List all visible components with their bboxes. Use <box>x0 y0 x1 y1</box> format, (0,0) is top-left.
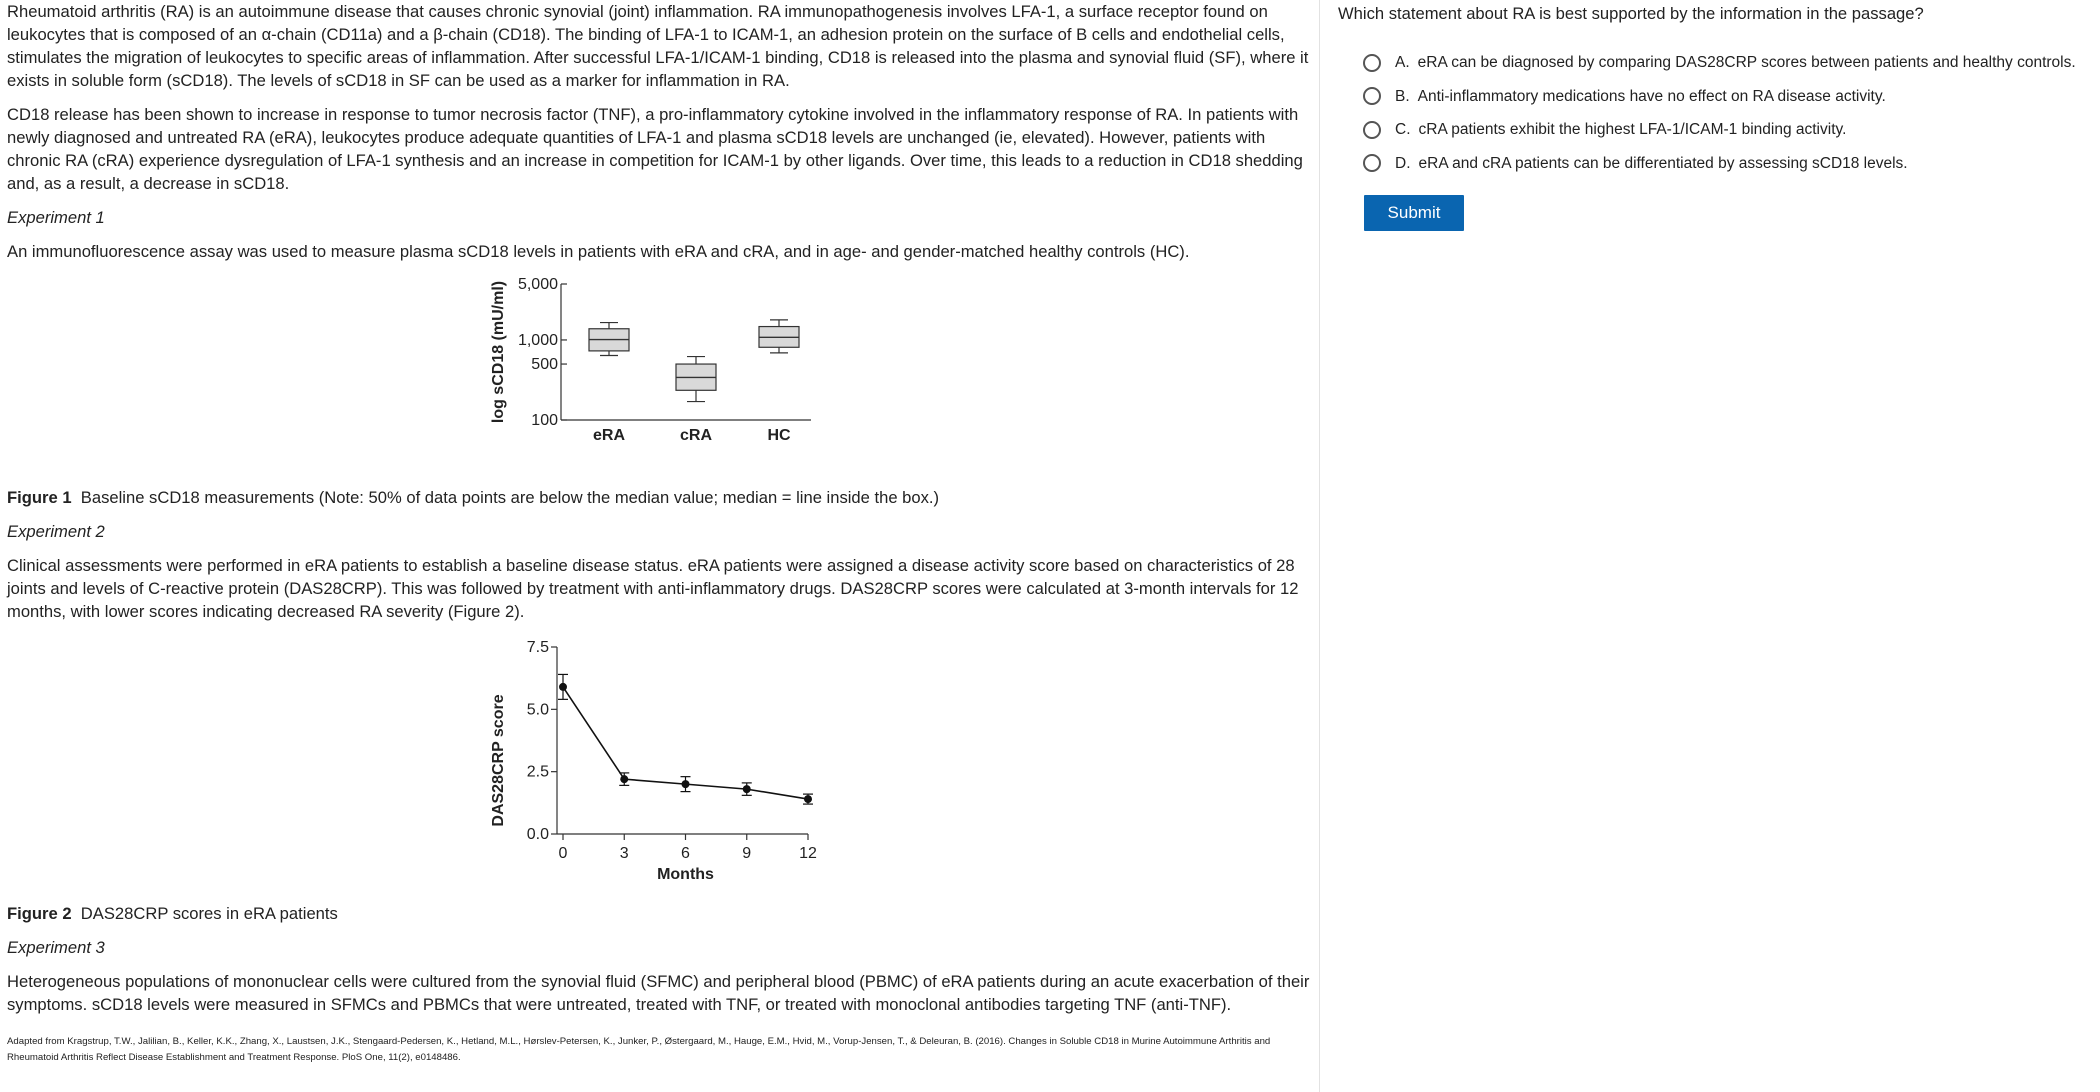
y-tick-label: 500 <box>531 356 558 374</box>
experiment-2-text: Clinical assessments were performed in eRA patients to establish a baseline disease status. eRA patients were assigned a disease activity score based on characteristics of 28 joints and levels of C-reactive protein (DAS28CRP). This was followed by treatment with anti-inflammatory drugs. DAS28CRP scores were calculated at 3-month intervals for 12 months, with lower scores indicating decreased RA severity (Figure 2). <box>7 556 1299 621</box>
experiment-1-title: Experiment 1 <box>7 208 105 227</box>
option-letter-b: B. <box>1395 87 1410 105</box>
option-letter-c: C. <box>1395 121 1411 139</box>
radio-button-b[interactable] <box>1363 87 1381 105</box>
x-tick-label: 3 <box>619 845 629 862</box>
y-tick-label: 7.5 <box>526 639 549 656</box>
data-marker <box>743 785 751 793</box>
figure-2-svg <box>7 634 1007 902</box>
figure-2-label: Figure 2 <box>7 904 72 923</box>
data-marker <box>559 683 567 691</box>
question-stem: Which statement about RA is best supported by the information in the passage? <box>1338 4 1924 23</box>
figure-1-svg <box>7 274 1007 486</box>
answer-option-c[interactable] <box>1363 113 2098 147</box>
x-category-label: eRA <box>592 427 626 444</box>
box-cRA <box>676 357 716 402</box>
figure-2-chart <box>7 634 1311 902</box>
passage-paragraph-1: Rheumatoid arthritis (RA) is an autoimmune disease that causes chronic synovial (joint) inflammation. RA immunopathogenesis involves LFA-1, a surface receptor found on leukocytes that is composed of an α-chain (CD11a) and a β-chain (CD18). The binding of LFA-1 to ICAM-1, an adhesion protein on the surface of B cells and endothelial cells, stimulates the migration of leukocytes to specific areas of inflammation. After successful LFA-1/ICAM-1 binding, CD18 is released into the plasma and synovial fluid (SF), where it exists in soluble form (sCD18). The levels of sCD18 in SF can be used as a marker for inflammation in RA. <box>7 2 1309 90</box>
source-citation <box>7 1034 1311 1066</box>
y-tick-label: 1,000 <box>517 331 558 349</box>
passage-paragraph-2: CD18 release has been shown to increase in response to tumor necrosis factor (TNF), a pro-inflammatory cytokine involved in the inflammatory response of RA. In patients with newly diagnosed and untreated RA (eRA), leukocytes produce adequate quantities of LFA-1 and plasma sCD18 levels are unchanged (ie, elevated). However, patients with chronic RA (cRA) experience dysregulation of LFA-1 synthesis and an increase in competition for ICAM-1 by other ligands. Over time, this leads to a reduction in CD18 shedding and, as a result, a decrease in sCD18. <box>7 105 1303 193</box>
answer-option-d[interactable] <box>1363 147 2098 181</box>
figure-1-caption-text: Baseline sCD18 measurements (Note: 50% of data points are below the median value; median = line inside the box.) <box>80 488 940 507</box>
x-category-label: cRA <box>679 427 713 444</box>
figure-2-caption-text: DAS28CRP scores in eRA patients <box>80 904 338 923</box>
x-tick-label: 6 <box>681 845 690 862</box>
option-letter-a: A. <box>1395 54 1410 72</box>
data-point-12 <box>803 794 813 804</box>
radio-button-d[interactable] <box>1363 154 1381 172</box>
y-tick-label: 5.0 <box>526 701 549 719</box>
x-tick-label: 0 <box>558 845 568 862</box>
x-category-label: HC <box>767 427 791 444</box>
data-point-0 <box>558 674 568 699</box>
answer-option-a[interactable] <box>1363 46 2098 80</box>
question-panel <box>1338 2 2098 231</box>
figure-1-caption <box>7 486 1311 509</box>
radio-button-a[interactable] <box>1363 54 1381 72</box>
source-line-1: Adapted from Kragstrup, T.W., Jalilian, B., Keller, K.K., Zhang, X., Laustsen, J.K., Stengaard-Pedersen, K., Hetland, M.L., Hørslev-Petersen, K., Junker, P., Østergaard, M., Hauge, E.M., Hvid, M., Vorup-Jensen, T., & Deleuran, B. (2016). Changes in Soluble CD18 in Murine Autoimmune Arthritis and <box>7 1036 1271 1047</box>
y-tick-label: 2.5 <box>526 763 549 781</box>
y-axis-title: DAS28CRP score <box>490 694 507 827</box>
y-tick-label: 0.0 <box>526 826 549 843</box>
option-text-b: Anti-inflammatory medications have no effect on RA disease activity. <box>1417 87 1886 105</box>
option-text-d: eRA and cRA patients can be differentiated by assessing sCD18 levels. <box>1418 154 1908 172</box>
box-HC <box>759 320 799 353</box>
option-letter-d: D. <box>1395 154 1411 172</box>
y-axis-title: log sCD18 (mU/ml) <box>490 280 507 424</box>
data-marker <box>804 795 812 803</box>
data-marker <box>620 775 628 783</box>
experiment-1-text: An immunofluorescence assay was used to measure plasma sCD18 levels in patients with eRA and cRA, and in age- and gender-matched healthy controls (HC). <box>7 242 1190 261</box>
experiment-3-text: Heterogeneous populations of mononuclear cells were cultured from the synovial fluid (SFMC) and peripheral blood (PBMC) of eRA patients during an acute exacerbation of their symptoms. sCD18 levels were measured in SFMCs and PBMCs that were untreated, treated with TNF, or treated with monoclonal antibodies targeting TNF (anti-TNF). <box>7 972 1310 1014</box>
option-text-a: eRA can be diagnosed by comparing DAS28CRP scores between patients and healthy controls. <box>1417 54 2076 72</box>
y-tick-label: 5,000 <box>517 276 558 293</box>
option-text-c: cRA patients exhibit the highest LFA-1/ICAM-1 binding activity. <box>1418 121 1847 139</box>
x-tick-label: 12 <box>799 845 817 862</box>
figure-2-caption <box>7 902 1311 925</box>
y-tick-label: 100 <box>531 412 558 429</box>
answer-options <box>1338 46 2098 180</box>
answer-option-b[interactable] <box>1363 80 2098 114</box>
experiment-2-title: Experiment 2 <box>7 522 105 541</box>
figure-1-label: Figure 1 <box>7 488 72 507</box>
x-tick-label: 9 <box>742 845 752 862</box>
data-point-6 <box>681 777 691 792</box>
source-line-2: Rheumatoid Arthritis Reflect Disease Establishment and Treatment Response. PloS One, 11(2), e0148486. <box>7 1052 461 1063</box>
data-marker <box>682 780 690 788</box>
experiment-3-title: Experiment 3 <box>7 938 105 957</box>
x-axis-title: Months <box>657 866 714 883</box>
data-point-9 <box>742 783 752 795</box>
box-eRA <box>589 323 629 356</box>
submit-button[interactable]: Submit <box>1364 195 1464 231</box>
radio-button-c[interactable] <box>1363 121 1381 139</box>
figure-1-chart <box>7 274 1311 486</box>
